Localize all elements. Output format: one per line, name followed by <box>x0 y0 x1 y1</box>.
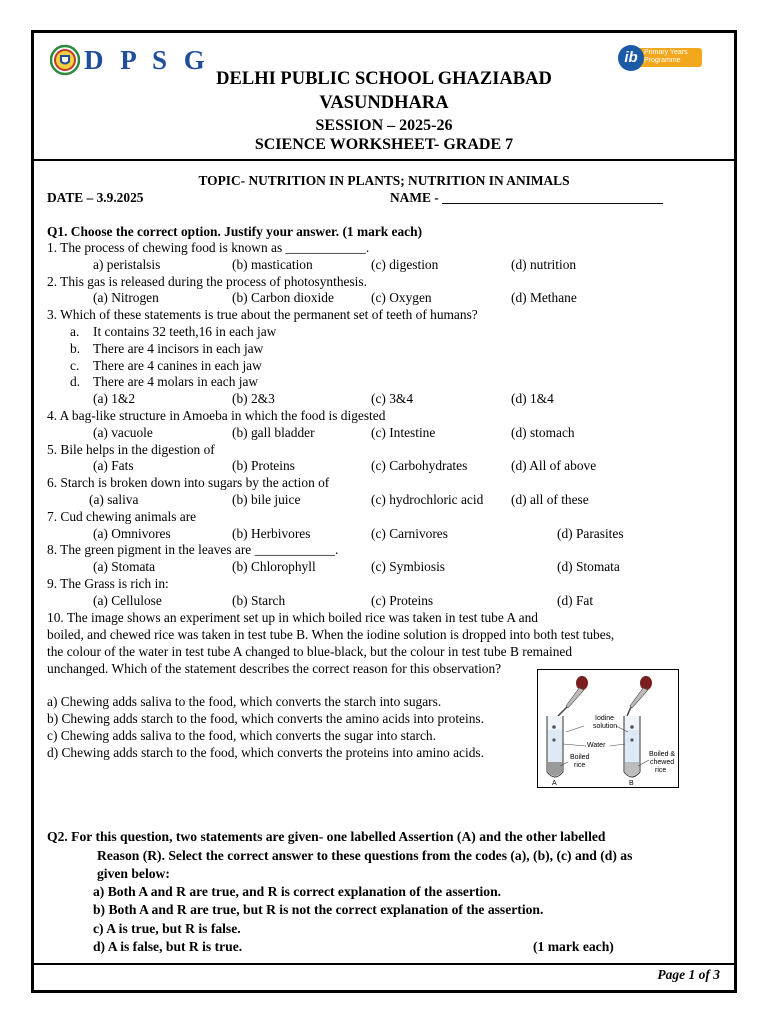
answer-option: (c) Carnivores <box>371 525 448 541</box>
answer-option: (b) gall bladder <box>232 424 315 440</box>
q2-code-c: c) A is true, but R is false. <box>93 921 241 936</box>
school-logo-text: D P S G <box>84 45 210 75</box>
topic-heading: TOPIC- NUTRITION IN PLANTS; NUTRITION IN ANIMALS <box>198 173 570 188</box>
answer-option: (c) Proteins <box>371 592 434 608</box>
statement-text: It contains 32 teeth,16 in each jaw <box>93 324 277 339</box>
answer-option: (d) All of above <box>511 458 597 474</box>
page-number: Page 1 of 3 <box>657 967 720 982</box>
answer-option: (d) Parasites <box>557 525 624 541</box>
school-branch: VASUNDHARA <box>319 93 449 113</box>
svg-text:Boiled: Boiled <box>570 754 590 761</box>
q10-option-b: b) Chewing adds starch to the food, which converts the amino acids into proteins. <box>47 711 484 726</box>
answer-option: (b) Carbon dioxide <box>232 290 334 306</box>
answer-option: (c) digestion <box>371 256 439 272</box>
q2-code-b: b) Both A and R are true, but R is not the correct explanation of the assertion. <box>93 902 544 917</box>
statement-marker: d. <box>70 374 81 390</box>
footer-divider <box>34 963 734 965</box>
question-stem: 4. A bag-like structure in Amoeba in which the food is digested <box>47 408 386 423</box>
answer-option: (a) Omnivores <box>93 525 171 541</box>
statement-marker: a. <box>70 324 80 339</box>
answer-option: (c) Oxygen <box>371 290 432 306</box>
svg-text:rice: rice <box>655 767 667 774</box>
ib-logo-icon: ib <box>618 45 644 71</box>
q1-title: Q1. Choose the correct option. Justify your answer. (1 mark each) <box>47 224 423 239</box>
q2-intro-line: given below: <box>97 866 170 881</box>
q10-option-a: a) Chewing adds saliva to the food, which converts the starch into sugars. <box>47 694 442 709</box>
question-stem: 7. Cud chewing animals are <box>47 508 197 524</box>
svg-text:rice: rice <box>574 762 586 769</box>
answer-option: (c) 3&4 <box>371 391 414 407</box>
question-stem: 5. Bile helps in the digestion of <box>47 441 215 457</box>
q10-option-c: c) Chewing adds saliva to the food, which converts the sugar into starch. <box>47 728 436 743</box>
answer-option: (c) hydrochloric acid <box>371 492 484 507</box>
q10-line: unchanged. Which of the statement describes the correct reason for this observation? <box>47 661 502 676</box>
answer-option: (b) mastication <box>232 256 313 272</box>
question-stem: 9. The Grass is rich in: <box>47 576 169 591</box>
question-stem: 2. This gas is released during the process of photosynthesis. <box>47 273 367 289</box>
dropper-b-icon <box>627 676 652 716</box>
answer-option: (b) bile juice <box>232 492 301 507</box>
answer-option: (a) 1&2 <box>93 391 136 407</box>
q2-code-a: a) Both A and R are true, and R is correct explanation of the assertion. <box>93 884 502 899</box>
dropper-a-icon <box>558 676 588 716</box>
statement-text: There are 4 incisors in each jaw <box>93 340 264 356</box>
answer-option: (a) saliva <box>89 492 139 507</box>
ib-pyp-badge: ib Primary Years Programme <box>618 45 704 71</box>
svg-text:B: B <box>629 780 634 787</box>
answer-option: (d) 1&4 <box>511 391 554 407</box>
q10-line: the colour of the water in test tube A changed to blue-black, but the colour in test tube B remained <box>47 644 573 659</box>
session-title: SESSION – 2025-26 <box>315 117 453 134</box>
answer-option: (a) Stomata <box>93 559 156 575</box>
svg-text:A: A <box>552 780 557 787</box>
test-tube-a-icon <box>547 716 563 777</box>
answer-option: (a) Fats <box>93 458 134 474</box>
header-divider <box>34 159 734 161</box>
answer-option: (b) Proteins <box>232 458 295 474</box>
question-stem: 1. The process of chewing food is known as ____________. <box>47 240 370 255</box>
answer-option: (b) Chlorophyll <box>232 559 316 575</box>
question-stem: 8. The green pigment in the leaves are ____________. <box>47 542 339 558</box>
q10-line: 10. The image shows an experiment set up in which boiled rice was taken in test tube A and <box>47 610 538 625</box>
answer-option: a) peristalsis <box>93 256 161 272</box>
name-field: NAME - _________________________________ <box>390 190 664 205</box>
date-label: DATE – 3.9.2025 <box>47 190 144 205</box>
answer-option: (c) Carbohydrates <box>371 458 468 474</box>
statement-marker: b. <box>70 340 81 356</box>
svg-text:Water: Water <box>587 742 606 749</box>
answer-option: (d) Stomata <box>557 559 620 575</box>
statement-text: There are 4 canines in each jaw <box>93 357 262 373</box>
test-tube-diagram <box>537 669 679 788</box>
answer-option: (a) vacuole <box>93 424 153 440</box>
q10-line: boiled, and chewed rice was taken in test tube B. When the iodine solution is dropped into both test tubes, <box>47 627 615 642</box>
q2-code-d: d) A is false, but R is true. <box>93 939 243 954</box>
answer-option: (b) 2&3 <box>232 391 275 407</box>
answer-option: (d) nutrition <box>511 256 577 272</box>
svg-text:chewed: chewed <box>650 759 675 766</box>
answer-option: (a) Cellulose <box>93 592 162 608</box>
answer-option: (c) Symbiosis <box>371 559 446 575</box>
answer-option: (d) stomach <box>511 424 575 440</box>
worksheet-title: SCIENCE WORKSHEET- GRADE 7 <box>254 136 514 153</box>
answer-option: (d) Fat <box>557 592 594 608</box>
answer-option: (d) Methane <box>511 290 577 306</box>
q10-option-d: d) Chewing adds starch to the food, which converts the proteins into amino acids. <box>47 745 484 760</box>
test-tube-b-icon <box>624 716 640 777</box>
answer-option: (b) Starch <box>232 592 286 608</box>
q2-intro-line: Q2. For this question, two statements are given- one labelled Assertion (A) and the other labelled <box>47 829 606 844</box>
statement-marker: c. <box>70 357 80 373</box>
svg-text:Boiled &: Boiled & <box>649 751 676 758</box>
question-stem: 3. Which of these statements is true about the permanent set of teeth of humans? <box>47 307 478 323</box>
q2-intro-line: Reason (R). Select the correct answer to these questions from the codes (a), (b), (c) and (d) as <box>97 848 633 863</box>
answer-option: (c) Intestine <box>371 424 436 440</box>
answer-option: (a) Nitrogen <box>93 290 159 306</box>
answer-option: (d) all of these <box>511 492 589 507</box>
question-stem: 6. Starch is broken down into sugars by the action of <box>47 475 330 491</box>
svg-text:Iodine: Iodine <box>595 715 615 722</box>
svg-text:solution: solution <box>593 723 618 730</box>
school-name: DELHI PUBLIC SCHOOL GHAZIABAD <box>216 69 552 89</box>
q2-marks: (1 mark each) <box>533 939 614 954</box>
answer-option: (b) Herbivores <box>232 525 311 541</box>
statement-text: There are 4 molars in each jaw <box>93 374 259 390</box>
